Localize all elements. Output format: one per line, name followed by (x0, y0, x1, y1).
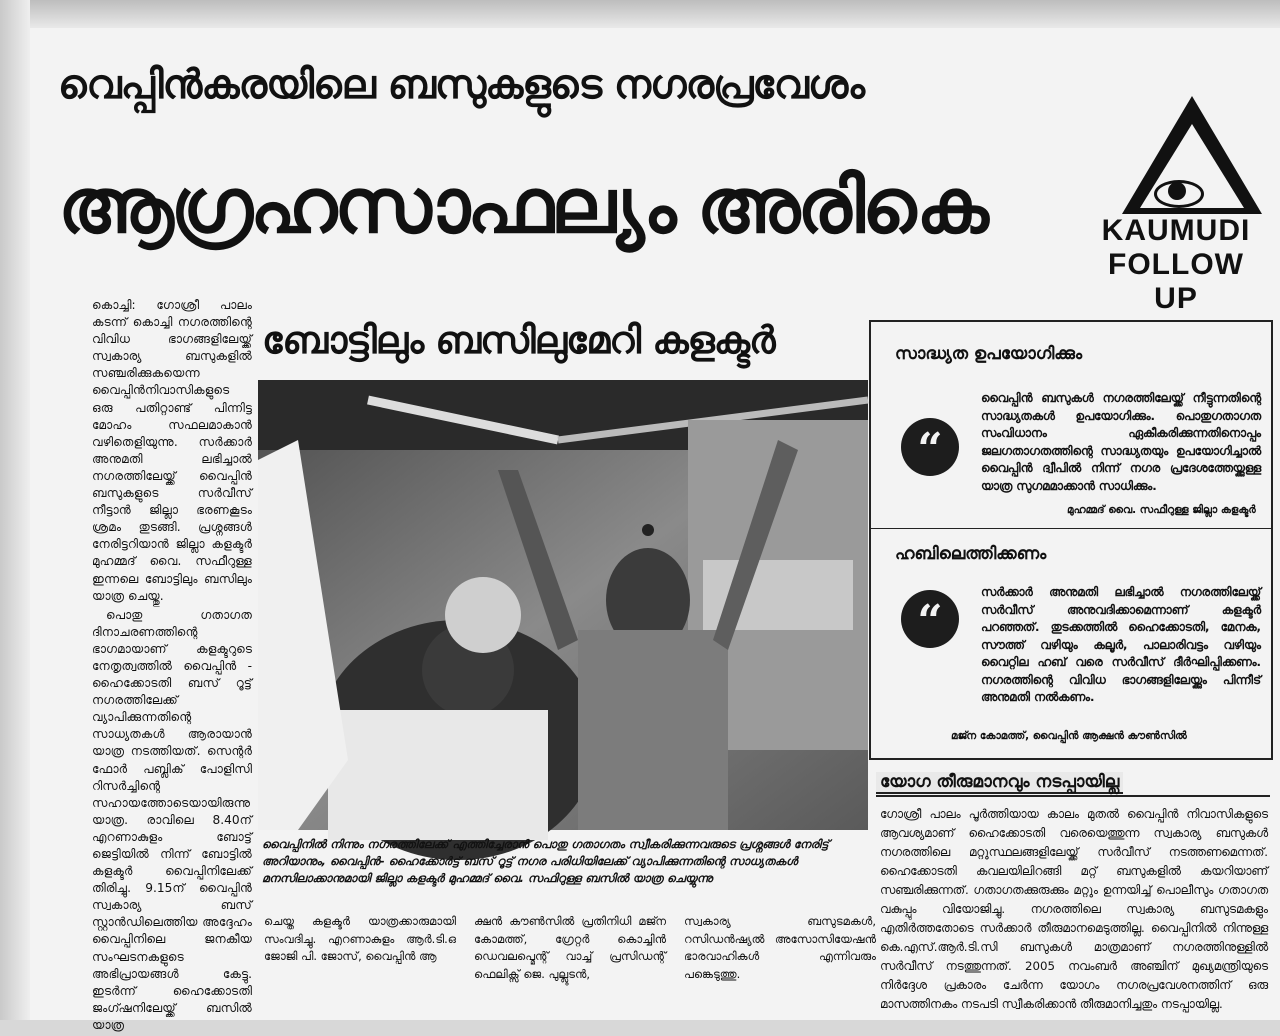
box3-title: യോഗ തീരുമാനവും നടപ്പായില്ല (876, 772, 1123, 794)
sub-headline: ബോട്ടിലും ബസിലുമേറി കളക്ടർ (262, 318, 775, 362)
quote-icon: “ (901, 590, 959, 648)
logo-line1: KAUMUDI (1101, 214, 1251, 247)
article-paragraph: കൊച്ചി: ഗോശ്രീ പാലം കടന്ന് കൊച്ചി നഗരത്തിന്റെ വിവിധ ഭാഗങ്ങളിലേയ്ക്ക് സ്വകാര്യ ബസുകളിൽ സഞ്ചരിക്കുകയെന്ന വൈപ്പിൻനിവാസികളുടെ ഒരു പതിറ്റാണ്ട് പിന്നിട്ട മോഹം സഫലമാകാൻ വഴിതെളിയുന്നു. സർക്കാർ അനുമതി ലഭിച്ചാൽ നഗരത്തിലേയ്ക്ക് വൈപ്പിൻ ബസുകളുടെ സർവീസ് നീട്ടാൻ ജില്ലാ ഭരണകൂടം ശ്രമം തുടങ്ങി. പ്രശ്നങ്ങൾ നേരിട്ടറിയാൻ ജില്ലാ കളക്ടർ മുഹമ്മദ് വൈ. സഫീറുള്ള ഇന്നലെ ബോട്ടിലും ബസിലും യാത്ര ചെയ്തു. (92, 298, 252, 603)
photo-caption: വൈപ്പിനിൽ നിന്നും നഗരത്തിലേക്ക് എത്തിച്ചേരാൻ പൊതു ഗതാഗതം സ്വീകരിക്കുന്നവരുടെ പ്രശ്നങ്ങൾ നേരിട്ട് അറിയാനും, വൈപ്പിൻ- ഹൈക്കോർട്ട് ബസ് റൂട്ട് നഗര പരിധിയിലേക്ക് വ്യാപിക്കുന്നതിന്റെ സാധ്യതകൾ മനസിലാക്കാനുമായി ജില്ലാ കളക്ടർ മുഹമ്മദ് വൈ. സഫിറുള്ള ബസിൽ യാത്ര ചെയ്യുന്നു (262, 837, 829, 885)
logo-line2: FOLLOW UP (1108, 248, 1244, 315)
box1-text: വൈപ്പിൻ ബസുകൾ നഗരത്തിലേയ്ക്ക് നീട്ടുന്നതിന്റെ സാദ്ധ്യതകൾ ഉപയോഗിക്കും. പൊതുഗതാഗത സംവിധാനം ഏകീകരിക്കുന്നതിനൊപ്പം ജലഗതാഗതത്തിന്റെ സാദ്ധ്യതയും ഉപയോഗിച്ചാൽ വൈപ്പിൻ ദ്വീപിൽ നിന്ന് നഗര പ്രദേശത്തേയ്ക്കുള്ള യാത്ര സുഗമമാക്കാൻ സാധിക്കും. (981, 391, 1261, 493)
article-continuation-3: സ്വകാര്യ ബസുടമകൾ, റസിഡൻഷ്യൽ അസോസിയേഷൻ ഭാരവാഹികൾ എന്നിവരും പങ്കെടുത്തു. (684, 914, 876, 981)
article-paragraph: പൊതു ഗതാഗത ദിനാചരണത്തിന്റെ ഭാഗമായാണ് കളക്ടറുടെ നേതൃത്വത്തിൽ വൈപ്പിൻ - ഹൈക്കോടതി ബസ് റൂട്ട് നഗരത്തിലേക്ക് വ്യാപിക്കുന്നതിന്റെ സാധ്യതകൾ ആരായാൻ യാത്ര നടത്തിയത്. സെന്റർ ഫോർ പബ്ലിക് പോളിസി റിസർച്ചിന്റെ സഹായത്തോടെയായിരുന്നു യാത്ര. രാവിലെ 8.40ന് എറണാകുളം ബോട്ട് ജെട്ടിയിൽ നിന്ന് ബോട്ടിൽ കളക്ടർ വൈപ്പിനിലേക്ക് തിരിച്ചു. 9.15ന് വൈപ്പിൻ സ്വകാര്യ ബസ് സ്റ്റാൻഡിലെത്തിയ അദ്ദേഹം വൈപ്പിനിലെ ജനകീയ സംഘടനകളുടെ അഭിപ്രായങ്ങൾ കേട്ടു. ഇടർന്ന് ഹൈക്കോടതി ജംഗ്ഷനിലേയ്ക്ക് ബസിൽ യാത്ര (92, 607, 252, 1032)
page-edge (0, 0, 30, 1020)
box1-title: സാദ്ധ്യത ഉപയോഗിക്കും (895, 344, 1083, 364)
news-photo (258, 380, 868, 830)
kicker-headline: വെപ്പിൻകരയിലെ ബസുകളുടെ നഗരപ്രവേശം (58, 62, 865, 108)
article-continuation-2: ക്ഷൻ കൗൺസിൽ പ്രതിനിധി മജ്ന കോമത്ത്, ഗ്രേറ്റർ കൊച്ചിൻ ഡെവലപ്മെന്റ് വാച്ച് പ്രസിഡന്റ് ഫെലിക്സ് ജെ. പുല്ലൂടൻ, (474, 914, 666, 981)
photo-bus-interior (258, 380, 868, 830)
box2-title: ഹബിലെത്തിക്കണം (895, 544, 1047, 564)
box-divider (871, 528, 1271, 529)
main-headline: ആഗ്രഹസാഫല്യം അരികെ (58, 161, 986, 250)
box2-attribution: മജ്ന കോമത്ത്, വൈപ്പിൻ ആക്ഷൻ കൗൺസിൽ (951, 730, 1187, 742)
quote-boxes (869, 320, 1273, 760)
box2-text: സർക്കാർ അനുമതി ലഭിച്ചാൽ നഗരത്തിലേയ്ക്ക് സർവീസ് അനുവദിക്കാമെന്നാണ് കളക്ടർ പറഞ്ഞത്. തുടക്കത്തിൽ ഹൈക്കോടതി, മേനക, സൗത്ത് വഴിയും കലൂർ, പാലാരിവട്ടം വഴിയും വൈറ്റില ഹബ് വരെ സർവീസ് ദീർഘിപ്പിക്കണം. നഗരത്തിന്റെ വിവിധ ഭാഗങ്ങളിലേയ്ക്കും പിന്നീട് അനുമതി നൽകണം. (981, 585, 1261, 704)
box3-text: ഗോശ്രീ പാലം പൂർത്തിയായ കാലം മുതൽ വൈപ്പിൻ നിവാസികളുടെ ആവശ്യമാണ് ഹൈക്കോടതി വരെയെത്തുന്ന സ്വകാര്യ ബസുകൾ നഗരത്തിലെ മറ്റുസ്ഥലങ്ങളിലേയ്ക്ക് സർവീസ് നടത്തണമെന്നത്. ഹൈക്കോടതി കവലയിലിറങ്ങി മറ്റ് ബസുകളിൽ കയറിയാണ് സഞ്ചരിക്കുന്നത്. ഗതാഗതക്കുരുക്കും മറ്റും ഉന്നയിച്ച് പൊലീസും ഗതാഗത വകുപ്പും വിയോജിച്ചു. നഗരത്തിലെ സ്വകാര്യ ബസുടമകളും എതിർത്തതോടെ സർക്കാർ തീരുമാനമെടുത്തില്ല. വൈപ്പിനിൽ നിന്നുള്ള കെ.എസ്.ആർ.ടി.സി ബസുകൾ മാത്രമാണ് നഗരത്തിനുള്ളിൽ സർവീസ് നടത്തുന്നത്. 2005 നവംബർ അഞ്ചിന് മുഖ്യമന്ത്രിയുടെ നിർദ്ദേശ പ്രകാരം ചേർന്ന യോഗം നഗരപ്രവേശനത്തിന് ഒരു മാസത്തിനകം നടപടി സ്വീകരിക്കാൻ തീരുമാനിച്ചതും നടപ്പായില്ല. (880, 807, 1268, 1011)
article-column-1 (92, 297, 252, 1036)
quote-icon: “ (901, 418, 959, 476)
box3-rule (876, 795, 1270, 797)
box1-attribution: മുഹമ്മദ് വൈ. സഫീറുള്ള ജില്ലാ കളക്ടർ (1067, 504, 1256, 516)
pupil-icon (1168, 182, 1186, 200)
kaumudi-follow-up-logo (1088, 96, 1264, 315)
article-continuation-1: ചെയ്ത കളക്ടർ യാത്രക്കാരുമായി സംവദിച്ചു. എറണാകുളം ആർ.ടി.ഒ ജോജി പി. ജോസ്, വൈപ്പിൻ ആ (264, 914, 456, 963)
